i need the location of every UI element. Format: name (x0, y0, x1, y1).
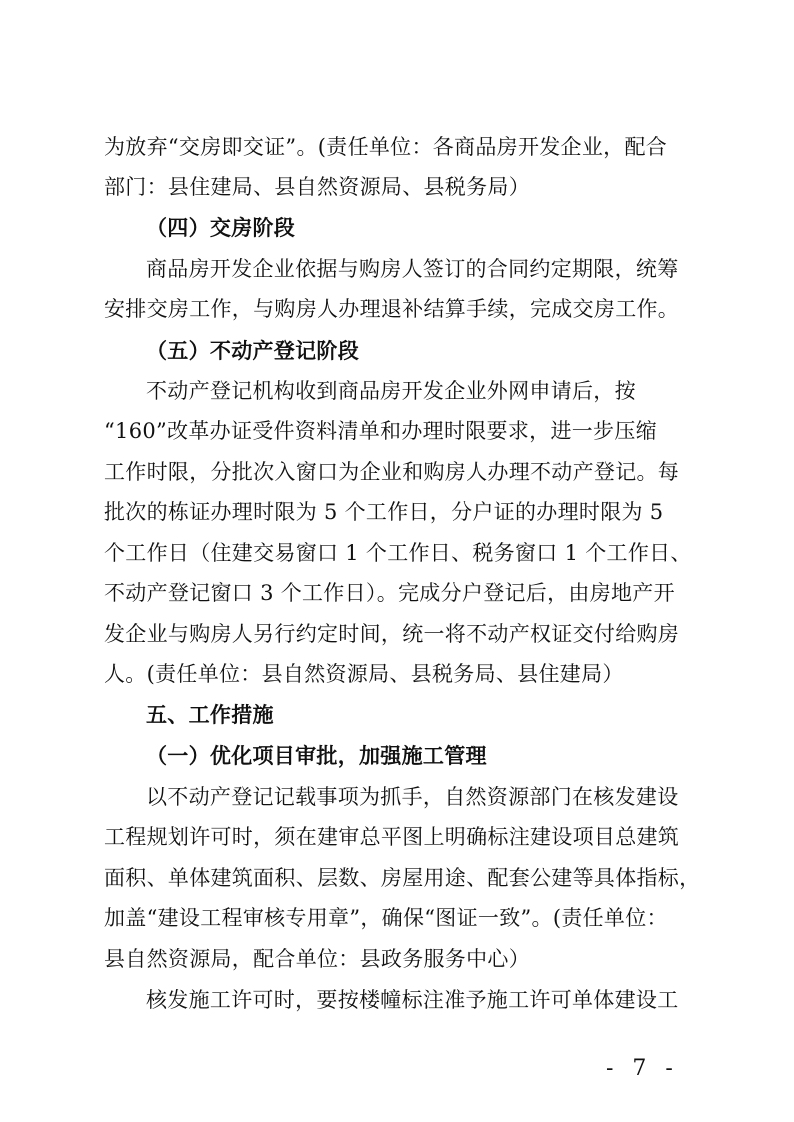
paragraph-line: 工作时限，分批次入窗口为企业和购房人办理不动产登记。每 (104, 460, 680, 484)
paragraph-line: “160”改革办证受件资料清单和办理时限要求，进一步压缩 (104, 419, 657, 443)
paragraph-line: 部门：县住建局、县自然资源局、县税务局） (104, 175, 530, 199)
paragraph-line: 面积、单体建筑面积、层数、房屋用途、配套公建等具体指标， (104, 866, 701, 890)
section-heading-1: （一）优化项目审批，加强施工管理 (146, 744, 487, 768)
paragraph-line: 加盖“建设工程审核专用章”，确保“图证一致”。(责任单位： (104, 906, 668, 930)
paragraph-line: 不动产登记窗口 3 个工作日）。完成分户登记后，由房地产开 (104, 581, 675, 605)
paragraph-line: 批次的栋证办理时限为 5 个工作日，分户证的办理时限为 5 (104, 500, 664, 524)
paragraph-line: 核发施工许可时，要按楼幢标注准予施工许可单体建设工 (146, 988, 679, 1012)
section-heading-5: （五）不动产登记阶段 (146, 339, 359, 363)
page-number: - 7 - (606, 1056, 679, 1081)
paragraph-line: 发企业与购房人另行约定时间，统一将不动产权证交付给购房 (104, 622, 680, 646)
paragraph-line: 安排交房工作，与购房人办理退补结算手续，完成交房工作。 (104, 297, 680, 321)
paragraph-line: 为放弃“交房即交证”。(责任单位：各商品房开发企业，配合 (104, 135, 668, 159)
paragraph-line: 县自然资源局，配合单位：县政务服务中心） (104, 947, 530, 971)
paragraph-line: 不动产登记机构收到商品房开发企业外网申请后，按 (146, 379, 636, 403)
chapter-heading: 五、工作措施 (146, 703, 274, 727)
paragraph-line: 商品房开发企业依据与购房人签订的合同约定期限，统筹 (146, 257, 679, 281)
paragraph-line: 工程规划许可时，须在建审总平图上明确标注建设项目总建筑 (104, 825, 680, 849)
paragraph-line: 以不动产登记记载事项为抓手，自然资源部门在核发建设 (146, 785, 679, 809)
paragraph-line: 个工作日（住建交易窗口 1 个工作日、税务窗口 1 个工作日、 (104, 541, 692, 565)
section-heading-4: （四）交房阶段 (146, 216, 296, 240)
paragraph-line: 人。(责任单位：县自然资源局、县税务局、县住建局） (104, 662, 624, 686)
